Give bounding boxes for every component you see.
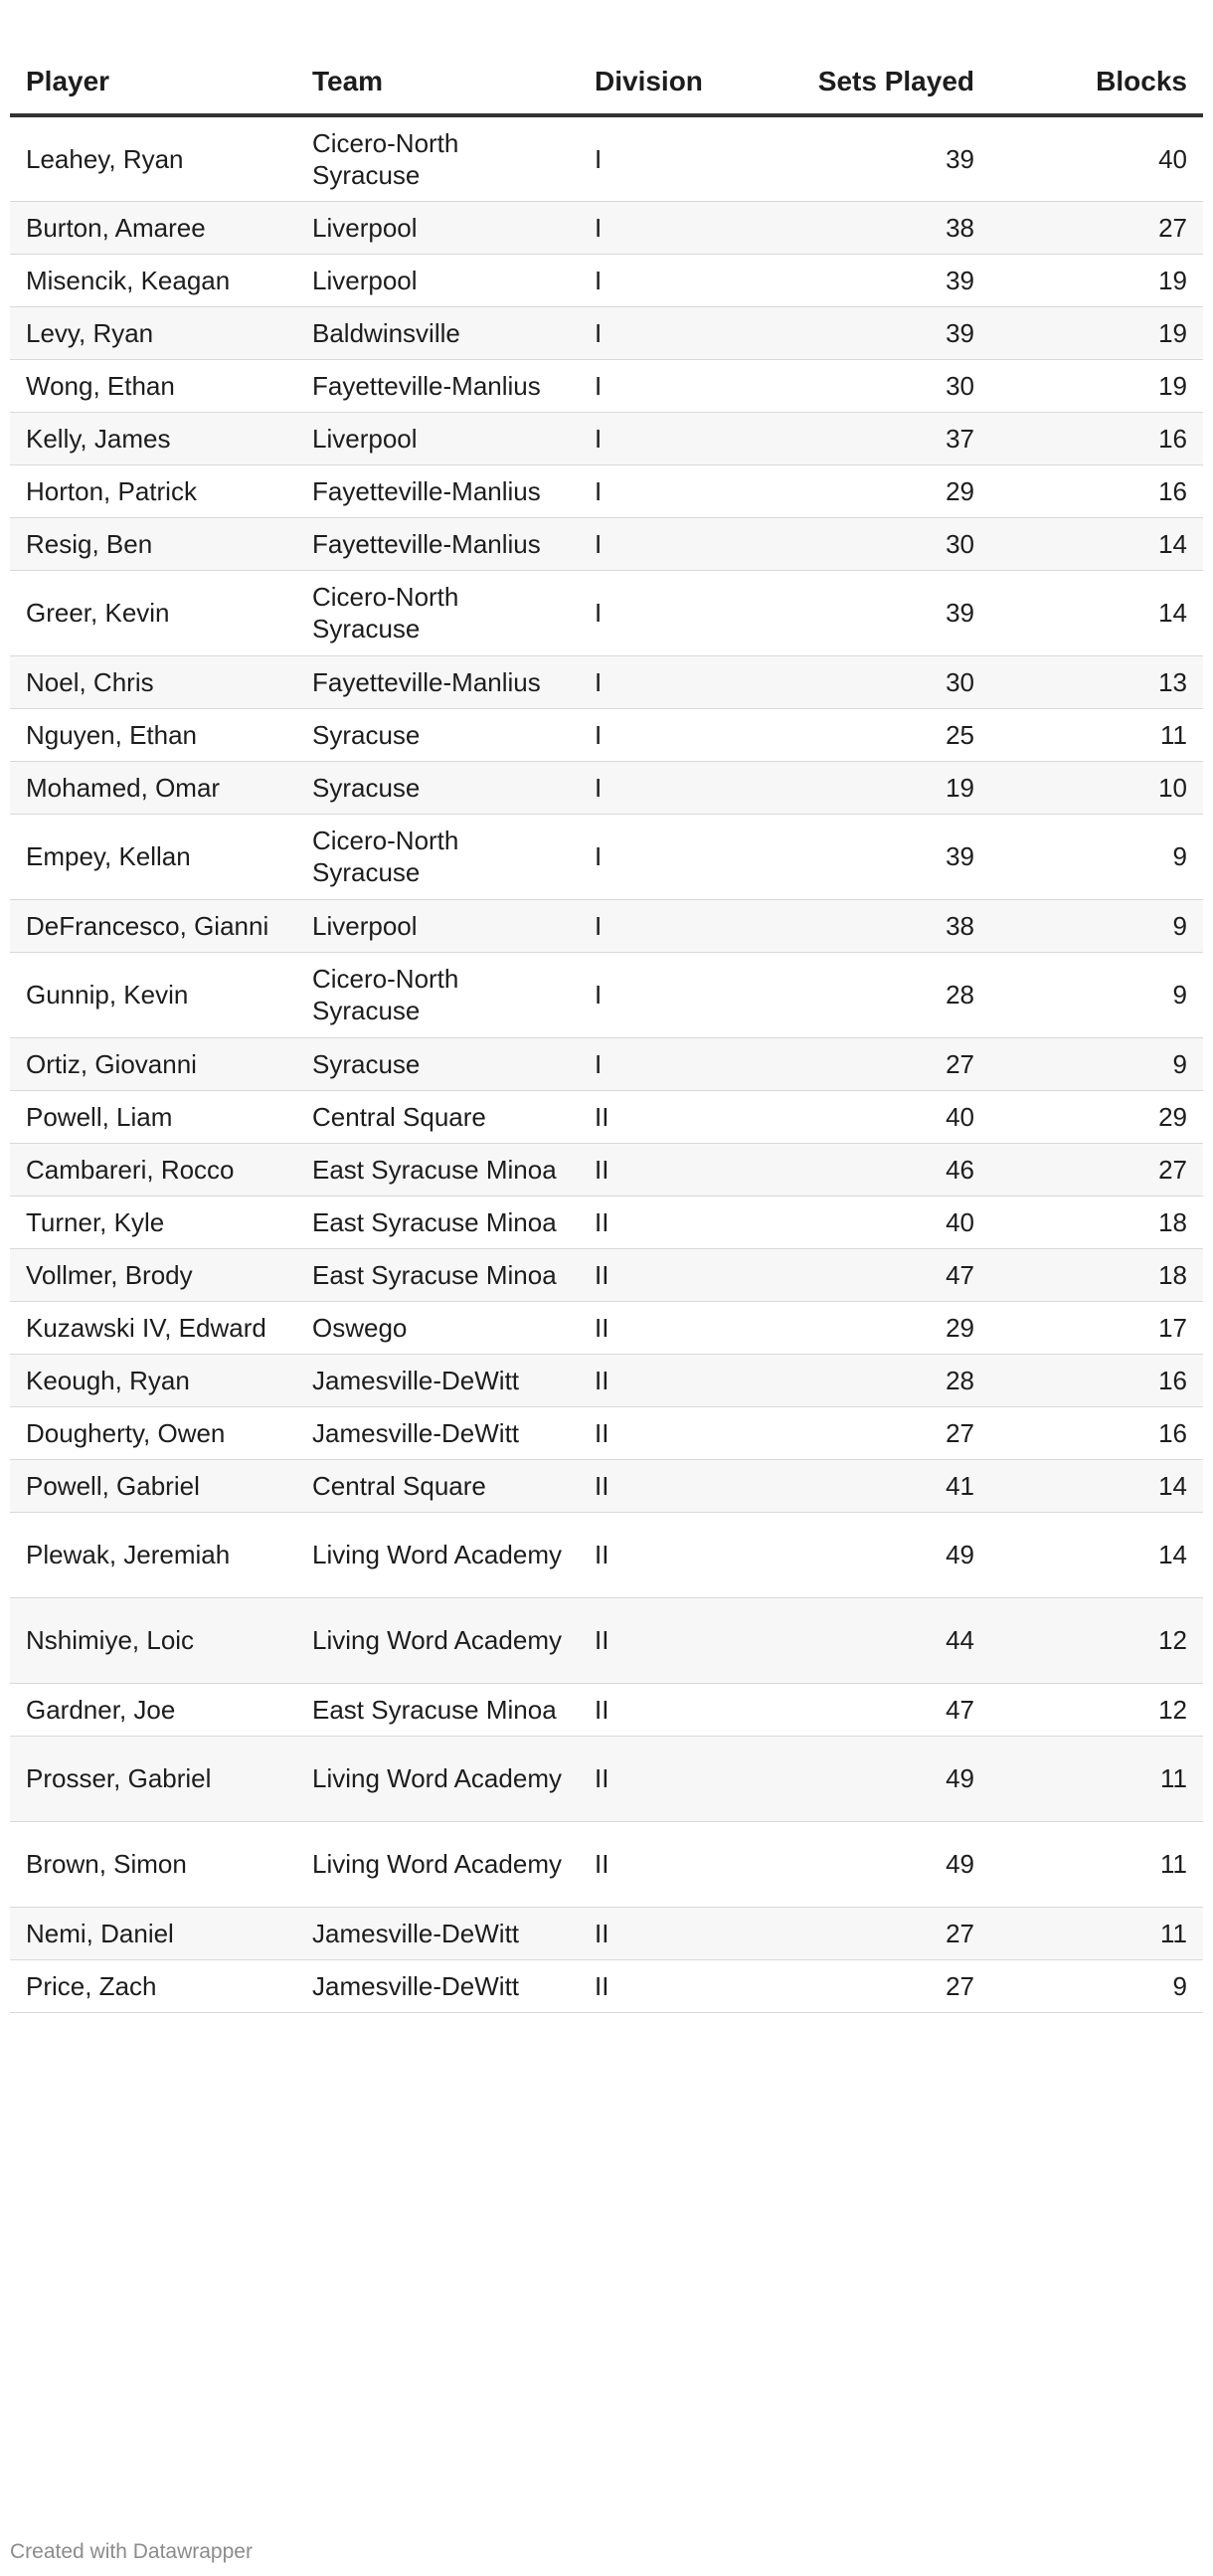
table-header <box>10 34 1203 115</box>
cell-sets-played: 30 <box>780 517 990 570</box>
table-row <box>10 1683 1203 1736</box>
cell-team: Fayetteville-Manlius <box>296 517 579 570</box>
cell-sets-played: 29 <box>780 464 990 517</box>
table-row <box>10 1907 1203 1959</box>
cell-team: Cicero-North Syracuse <box>296 115 579 201</box>
cell-team: Living Word Academy <box>296 1512 579 1597</box>
cell-blocks: 9 <box>990 1959 1203 2012</box>
cell-player: Nguyen, Ethan <box>10 708 296 761</box>
cell-division: I <box>579 570 780 655</box>
table-row <box>10 899 1203 952</box>
cell-team: Liverpool <box>296 412 579 464</box>
cell-division: I <box>579 899 780 952</box>
cell-division: I <box>579 952 780 1037</box>
cell-sets-played: 27 <box>780 1037 990 1090</box>
cell-team: East Syracuse Minoa <box>296 1683 579 1736</box>
datawrapper-credit[interactable]: Created with Datawrapper <box>10 2540 253 2563</box>
cell-sets-played: 39 <box>780 570 990 655</box>
cell-sets-played: 44 <box>780 1597 990 1683</box>
table-row <box>10 1597 1203 1683</box>
table-row <box>10 1143 1203 1196</box>
cell-sets-played: 27 <box>780 1959 990 2012</box>
cell-division: II <box>579 1459 780 1512</box>
cell-division: II <box>579 1090 780 1143</box>
cell-player: Mohamed, Omar <box>10 761 296 814</box>
cell-team: Liverpool <box>296 899 579 952</box>
cell-team: Liverpool <box>296 254 579 306</box>
table-body <box>10 115 1203 2012</box>
cell-division: II <box>579 1512 780 1597</box>
cell-team: Living Word Academy <box>296 1597 579 1683</box>
cell-sets-played: 39 <box>780 306 990 359</box>
table-row <box>10 1736 1203 1821</box>
cell-team: Syracuse <box>296 1037 579 1090</box>
cell-blocks: 18 <box>990 1248 1203 1301</box>
cell-sets-played: 49 <box>780 1821 990 1907</box>
cell-team: Cicero-North Syracuse <box>296 952 579 1037</box>
cell-player: Greer, Kevin <box>10 570 296 655</box>
cell-division: II <box>579 1683 780 1736</box>
cell-blocks: 16 <box>990 464 1203 517</box>
table-row <box>10 952 1203 1037</box>
cell-sets-played: 47 <box>780 1248 990 1301</box>
table-row <box>10 1459 1203 1512</box>
column-header-blocks[interactable]: Blocks <box>990 34 1203 115</box>
cell-player: Horton, Patrick <box>10 464 296 517</box>
cell-team: Syracuse <box>296 761 579 814</box>
cell-player: Burton, Amaree <box>10 201 296 254</box>
cell-division: I <box>579 761 780 814</box>
cell-blocks: 14 <box>990 570 1203 655</box>
cell-team: East Syracuse Minoa <box>296 1196 579 1248</box>
cell-sets-played: 27 <box>780 1406 990 1459</box>
cell-division: II <box>579 1597 780 1683</box>
cell-team: Jamesville-DeWitt <box>296 1354 579 1406</box>
table-row <box>10 1248 1203 1301</box>
column-header-sets-played[interactable]: Sets Played <box>780 34 990 115</box>
table-row <box>10 1406 1203 1459</box>
cell-division: I <box>579 708 780 761</box>
cell-player: Misencik, Keagan <box>10 254 296 306</box>
cell-blocks: 14 <box>990 1512 1203 1597</box>
cell-sets-played: 30 <box>780 655 990 708</box>
cell-division: II <box>579 1354 780 1406</box>
cell-sets-played: 46 <box>780 1143 990 1196</box>
cell-sets-played: 28 <box>780 952 990 1037</box>
cell-sets-played: 38 <box>780 899 990 952</box>
cell-blocks: 16 <box>990 1406 1203 1459</box>
cell-player: Prosser, Gabriel <box>10 1736 296 1821</box>
cell-player: Nemi, Daniel <box>10 1907 296 1959</box>
cell-blocks: 11 <box>990 1821 1203 1907</box>
cell-blocks: 10 <box>990 761 1203 814</box>
cell-sets-played: 37 <box>780 412 990 464</box>
cell-sets-played: 47 <box>780 1683 990 1736</box>
cell-sets-played: 38 <box>780 201 990 254</box>
player-stats-table <box>10 34 1203 2013</box>
cell-player: Plewak, Jeremiah <box>10 1512 296 1597</box>
cell-player: Powell, Liam <box>10 1090 296 1143</box>
cell-blocks: 19 <box>990 359 1203 412</box>
cell-player: Gardner, Joe <box>10 1683 296 1736</box>
cell-blocks: 18 <box>990 1196 1203 1248</box>
cell-blocks: 11 <box>990 1907 1203 1959</box>
cell-division: II <box>579 1301 780 1354</box>
cell-team: Fayetteville-Manlius <box>296 655 579 708</box>
cell-team: East Syracuse Minoa <box>296 1248 579 1301</box>
column-header-player[interactable]: Player <box>10 34 296 115</box>
table-row <box>10 412 1203 464</box>
table-row <box>10 814 1203 899</box>
cell-blocks: 9 <box>990 1037 1203 1090</box>
cell-division: II <box>579 1821 780 1907</box>
cell-player: Price, Zach <box>10 1959 296 2012</box>
cell-division: I <box>579 201 780 254</box>
cell-team: Central Square <box>296 1090 579 1143</box>
table-row <box>10 1959 1203 2012</box>
cell-team: Fayetteville-Manlius <box>296 464 579 517</box>
cell-player: Kuzawski IV, Edward <box>10 1301 296 1354</box>
header-row <box>10 34 1203 115</box>
cell-player: Turner, Kyle <box>10 1196 296 1248</box>
cell-player: DeFrancesco, Gianni <box>10 899 296 952</box>
table-row <box>10 761 1203 814</box>
column-header-division[interactable]: Division <box>579 34 780 115</box>
table-row <box>10 1090 1203 1143</box>
cell-team: Baldwinsville <box>296 306 579 359</box>
cell-player: Cambareri, Rocco <box>10 1143 296 1196</box>
cell-sets-played: 41 <box>780 1459 990 1512</box>
cell-blocks: 19 <box>990 306 1203 359</box>
cell-blocks: 29 <box>990 1090 1203 1143</box>
cell-player: Noel, Chris <box>10 655 296 708</box>
cell-division: I <box>579 655 780 708</box>
cell-team: Living Word Academy <box>296 1736 579 1821</box>
cell-blocks: 40 <box>990 115 1203 201</box>
cell-blocks: 19 <box>990 254 1203 306</box>
cell-division: II <box>579 1959 780 2012</box>
cell-player: Dougherty, Owen <box>10 1406 296 1459</box>
cell-sets-played: 27 <box>780 1907 990 1959</box>
cell-blocks: 14 <box>990 1459 1203 1512</box>
cell-sets-played: 40 <box>780 1196 990 1248</box>
cell-division: II <box>579 1907 780 1959</box>
cell-sets-played: 30 <box>780 359 990 412</box>
table-row <box>10 359 1203 412</box>
cell-sets-played: 49 <box>780 1736 990 1821</box>
cell-player: Gunnip, Kevin <box>10 952 296 1037</box>
cell-team: Oswego <box>296 1301 579 1354</box>
cell-player: Resig, Ben <box>10 517 296 570</box>
cell-player: Powell, Gabriel <box>10 1459 296 1512</box>
table-row <box>10 1037 1203 1090</box>
cell-player: Empey, Kellan <box>10 814 296 899</box>
table-row <box>10 254 1203 306</box>
cell-player: Nshimiye, Loic <box>10 1597 296 1683</box>
cell-team: Jamesville-DeWitt <box>296 1406 579 1459</box>
cell-sets-played: 25 <box>780 708 990 761</box>
cell-blocks: 9 <box>990 899 1203 952</box>
cell-sets-played: 39 <box>780 115 990 201</box>
cell-team: Liverpool <box>296 201 579 254</box>
cell-sets-played: 49 <box>780 1512 990 1597</box>
table-row <box>10 306 1203 359</box>
table-row <box>10 1196 1203 1248</box>
cell-division: I <box>579 1037 780 1090</box>
cell-blocks: 17 <box>990 1301 1203 1354</box>
cell-sets-played: 39 <box>780 254 990 306</box>
cell-team: Fayetteville-Manlius <box>296 359 579 412</box>
column-header-team[interactable]: Team <box>296 34 579 115</box>
cell-division: I <box>579 517 780 570</box>
cell-blocks: 11 <box>990 1736 1203 1821</box>
table-row <box>10 570 1203 655</box>
cell-player: Ortiz, Giovanni <box>10 1037 296 1090</box>
cell-player: Vollmer, Brody <box>10 1248 296 1301</box>
cell-blocks: 14 <box>990 517 1203 570</box>
table-row <box>10 1821 1203 1907</box>
table-row <box>10 655 1203 708</box>
cell-player: Kelly, James <box>10 412 296 464</box>
table-row <box>10 464 1203 517</box>
cell-division: II <box>579 1143 780 1196</box>
cell-blocks: 12 <box>990 1597 1203 1683</box>
cell-sets-played: 19 <box>780 761 990 814</box>
cell-blocks: 27 <box>990 1143 1203 1196</box>
cell-team: Jamesville-DeWitt <box>296 1959 579 2012</box>
table-row <box>10 517 1203 570</box>
cell-blocks: 16 <box>990 1354 1203 1406</box>
cell-player: Keough, Ryan <box>10 1354 296 1406</box>
cell-division: I <box>579 115 780 201</box>
cell-player: Leahey, Ryan <box>10 115 296 201</box>
cell-team: Living Word Academy <box>296 1821 579 1907</box>
cell-team: Syracuse <box>296 708 579 761</box>
cell-team: East Syracuse Minoa <box>296 1143 579 1196</box>
table-row <box>10 1301 1203 1354</box>
cell-blocks: 27 <box>990 201 1203 254</box>
cell-player: Levy, Ryan <box>10 306 296 359</box>
cell-team: Cicero-North Syracuse <box>296 570 579 655</box>
cell-division: II <box>579 1248 780 1301</box>
cell-blocks: 11 <box>990 708 1203 761</box>
cell-division: II <box>579 1406 780 1459</box>
cell-division: I <box>579 464 780 517</box>
cell-player: Brown, Simon <box>10 1821 296 1907</box>
cell-sets-played: 40 <box>780 1090 990 1143</box>
cell-division: II <box>579 1196 780 1248</box>
cell-blocks: 12 <box>990 1683 1203 1736</box>
cell-division: II <box>579 1736 780 1821</box>
cell-division: I <box>579 814 780 899</box>
table-row <box>10 708 1203 761</box>
table-row <box>10 201 1203 254</box>
cell-team: Cicero-North Syracuse <box>296 814 579 899</box>
cell-division: I <box>579 306 780 359</box>
table-row <box>10 115 1203 201</box>
table-row <box>10 1512 1203 1597</box>
table-row <box>10 1354 1203 1406</box>
cell-team: Jamesville-DeWitt <box>296 1907 579 1959</box>
cell-division: I <box>579 359 780 412</box>
cell-blocks: 16 <box>990 412 1203 464</box>
cell-blocks: 9 <box>990 814 1203 899</box>
cell-sets-played: 28 <box>780 1354 990 1406</box>
cell-team: Central Square <box>296 1459 579 1512</box>
cell-player: Wong, Ethan <box>10 359 296 412</box>
cell-division: I <box>579 254 780 306</box>
cell-division: I <box>579 412 780 464</box>
cell-sets-played: 29 <box>780 1301 990 1354</box>
cell-blocks: 13 <box>990 655 1203 708</box>
cell-blocks: 9 <box>990 952 1203 1037</box>
cell-sets-played: 39 <box>780 814 990 899</box>
